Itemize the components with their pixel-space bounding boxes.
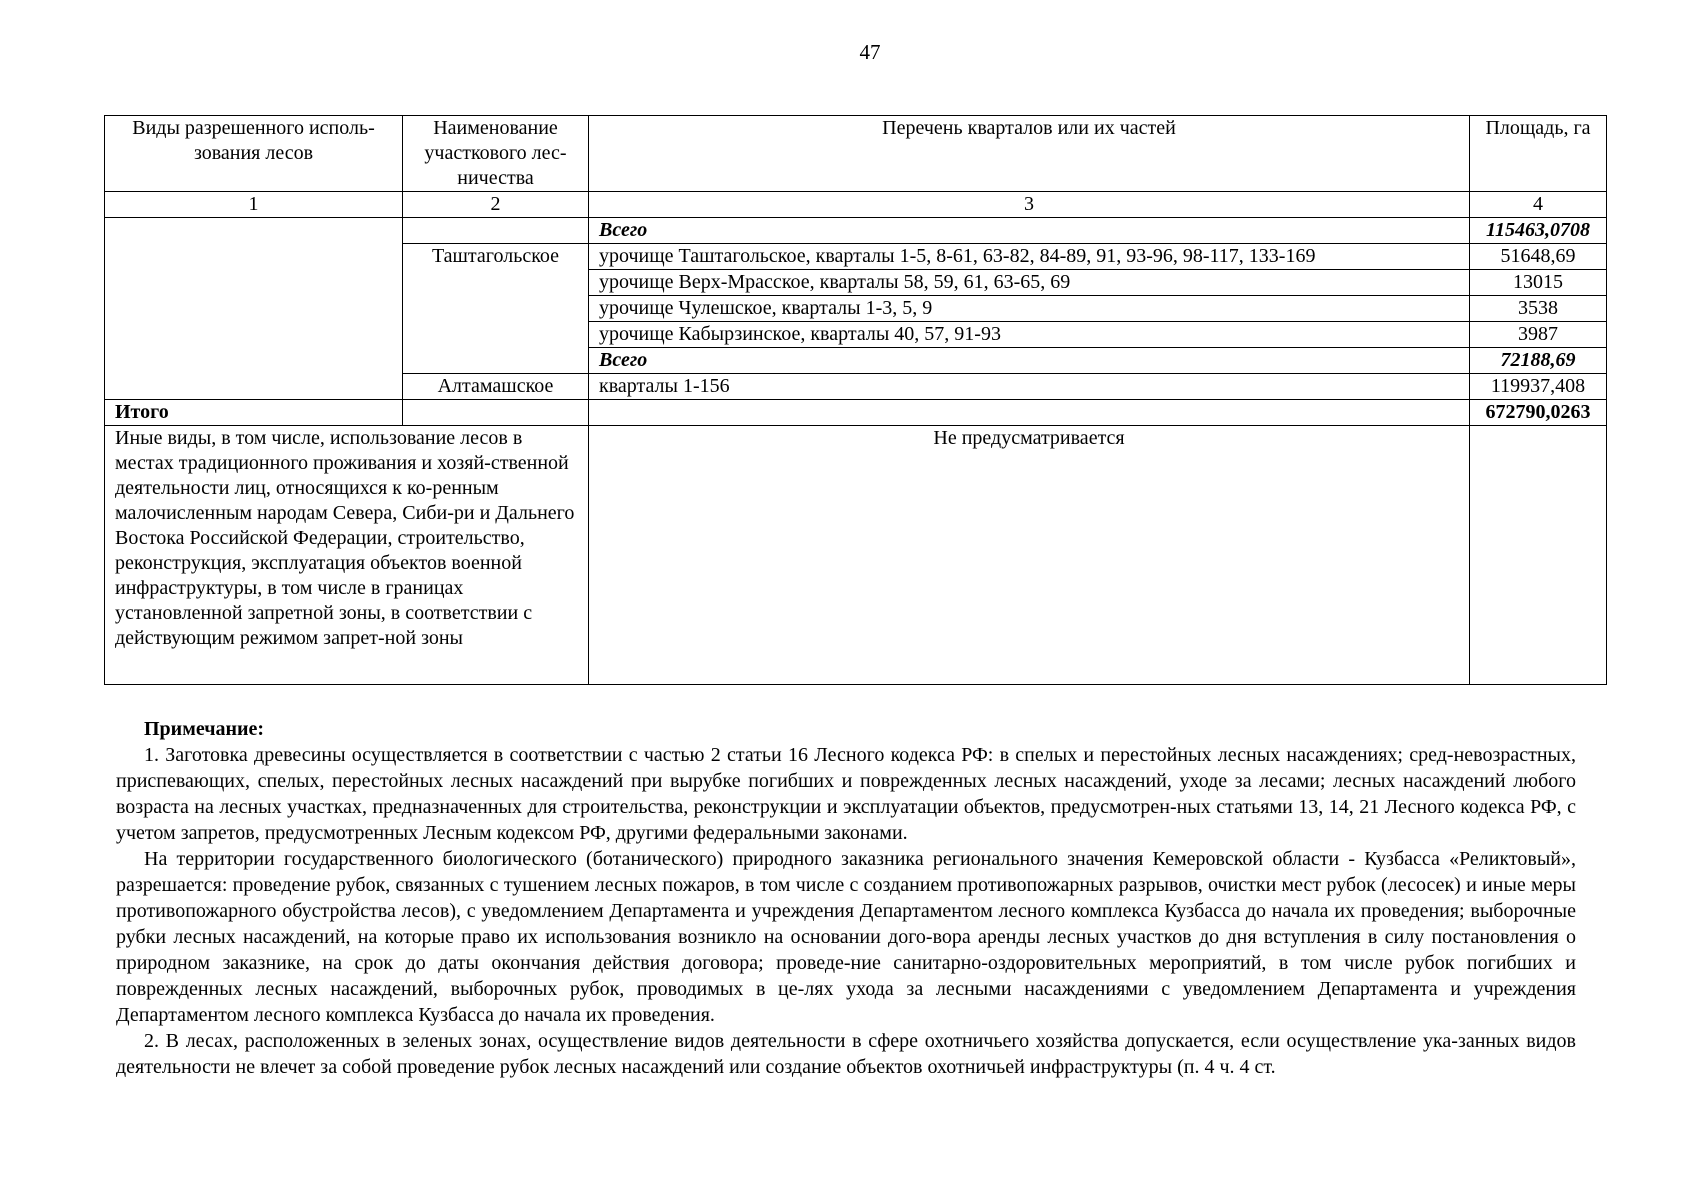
forest-use-table [104, 115, 1607, 685]
column-number: 4 [1470, 192, 1607, 218]
note-paragraph: На территории государственного биологического (ботанического) природного заказника регионального значения Кемеровской области - Кузбасса «Реликтовый», разрешается: проведение рубок, связанных с тушением лесных пожаров, в том числе с созданием противопожарных разрывов, очистки мест рубок (лесосек) и иные меры противопожарного обустройства лесов), с уведомлением Департамента и учреждения Департаментом лесного комплекса Кузбасса до начала их проведения; выборочные рубки лесных насаждений, на которые право их использования возникло на основании дого-вора аренды лесных участков до дня вступления в силу постановления о природном заказнике, на срок до даты окончания действия договора; проведе-ние санитарно-оздоровительных мероприятий, в том числе рубок погибших и поврежденных лесных насаждений, выборочных рубок, проводимых в це-лях ухода за лесными насаждениями с уведомлением Департамента и учреждения Департаментом лесного комплекса Кузбасса до начала их проведения. [116, 848, 1576, 1026]
quarters-cell: Всего [589, 348, 1470, 374]
header-use-types: Виды разрешенного исполь-зования лесов [105, 116, 403, 192]
other-uses-row [105, 426, 1607, 685]
total-area: 672790,0263 [1470, 400, 1607, 426]
column-number: 3 [589, 192, 1470, 218]
column-number-row [105, 192, 1607, 218]
empty-cell [589, 400, 1470, 426]
note-paragraph: 2. В лесах, расположенных в зеленых зонах, осуществление видов деятельности в сфере охотничьего хозяйства допускается, если осуществление ука-занных видов деятельности не влечет за собой проведение рубок лесных насаждений или создание объектов охотничьей инфраструктуры (п. 4 ч. 4 ст. [116, 1030, 1576, 1078]
quarters-cell: урочище Кабырзинское, кварталы 40, 57, 91-93 [589, 322, 1470, 348]
quarters-cell: Всего [589, 218, 1470, 244]
area-cell: 13015 [1470, 270, 1607, 296]
quarters-cell: кварталы 1-156 [589, 374, 1470, 400]
other-uses-value: Не предусматривается [589, 426, 1470, 685]
column-number: 2 [403, 192, 589, 218]
area-cell: 3987 [1470, 322, 1607, 348]
notes-section [116, 716, 1576, 1080]
area-cell: 51648,69 [1470, 244, 1607, 270]
use-type-cell [105, 218, 403, 400]
other-uses-label: Иные виды, в том числе, использование лесов в местах традиционного проживания и хозяй-ственной деятельности лиц, относящихся к ко-ренным малочисленным народам Севера, Сиби-ри и Дальнего Востока Российской Федерации, строительство, реконструкция, эксплуатация объектов военной инфраструктуры, в том числе в границах установленной запретной зоны, в соответствии с действующим режимом запрет-ной зоны [105, 426, 589, 685]
notes-title: Примечание: [144, 718, 265, 740]
table-header-row [105, 116, 1607, 192]
area-cell: 119937,408 [1470, 374, 1607, 400]
quarters-cell: урочище Таштагольское, кварталы 1-5, 8-61, 63-82, 84-89, 91, 93-96, 98-117, 133-169 [589, 244, 1470, 270]
forestry-cell: Таштагольское [403, 244, 589, 374]
total-row [105, 400, 1607, 426]
note-paragraph: 1. Заготовка древесины осуществляется в соответствии с частью 2 статьи 16 Лесного кодекса РФ: в спелых и перестойных лесных насаждениях; сред-невозрастных, приспевающих, спелых, перестойных лесных насаждений при вырубке погибших и поврежденных лесных насаждений, уходе за лесами; лесных насаждений любого возраста на лесных участках, предназначенных для строительства, реконструкции и эксплуатации объектов, предусмотрен-ных статьями 13, 14, 21 Лесного кодекса РФ, с учетом запретов, предусмотренных Лесным кодексом РФ, другими федеральными законами. [116, 744, 1576, 844]
forestry-cell: Алтамашское [403, 374, 589, 400]
header-forestry-name: Наименование участкового лес-ничества [403, 116, 589, 192]
empty-cell [403, 400, 589, 426]
header-area: Площадь, га [1470, 116, 1607, 192]
empty-cell [1470, 426, 1607, 685]
table-row [105, 218, 1607, 244]
column-number: 1 [105, 192, 403, 218]
page-number: 47 [859, 40, 881, 64]
area-cell: 72188,69 [1470, 348, 1607, 374]
quarters-cell: урочище Верх-Мрасское, кварталы 58, 59, 61, 63-65, 69 [589, 270, 1470, 296]
area-cell: 115463,0708 [1470, 218, 1607, 244]
area-cell: 3538 [1470, 296, 1607, 322]
quarters-cell: урочище Чулешское, кварталы 1-3, 5, 9 [589, 296, 1470, 322]
total-label: Итого [105, 400, 403, 426]
forestry-cell [403, 218, 589, 244]
header-quarters-list: Перечень кварталов или их частей [589, 116, 1470, 192]
